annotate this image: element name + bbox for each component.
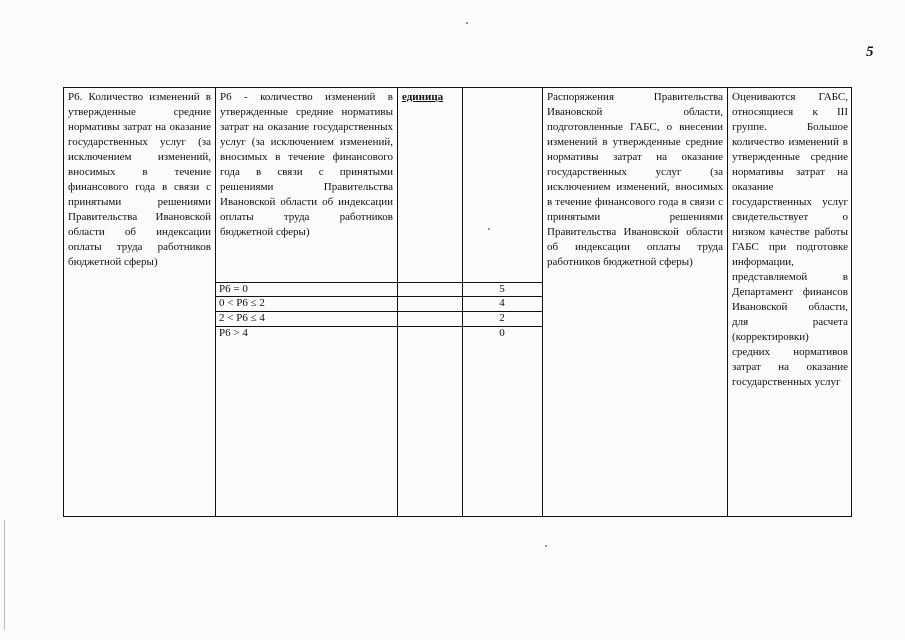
comment-cell: Оцениваются ГАБС, относящиеся к III группе. Большое количество изменений в утвержденные средние нормативы затрат на оказание государственных услуг свидетельствует о низком качестве работы ГАБС при подготовке информации, представляемой в Департамент финансов Ивановской области, для расчета (корректировки) средних нормативов затрат на оказание государственных услуг [732, 91, 848, 388]
indicator-cell: Р6. Количество изменений в утвержденные средние нормативы затрат на оказание государственных услуг (за исключением изменений, вносимых в течение финансового года в связи с принятыми решениями Правительства Ивановской области об индексации оплаты труда работников бюджетной сферы) [68, 91, 211, 268]
scan-speck [545, 545, 547, 547]
scale-score: 4 [499, 297, 505, 309]
scale-condition: 0 < Р6 ≤ 2 [219, 297, 265, 309]
scale-score: 2 [499, 312, 505, 324]
formula-cell: Р6 - количество изменений в утвержденные средние нормативы затрат на оказание государственных услуг (за исключением изменений, вносимых в течение финансового года в связи с принятыми решениями Правительства Ивановской области об индексации оплаты труда работников бюджетной сферы) [220, 91, 393, 238]
scan-margin-line [4, 520, 5, 630]
unit-cell [398, 90, 462, 105]
scale-score: 5 [499, 283, 505, 295]
scan-speck [466, 22, 468, 24]
column-divider [397, 87, 398, 517]
scale-score: 0 [499, 327, 505, 339]
source-cell: Распоряжения Правительства Ивановской области, подготовленные ГАБС, о внесении изменений в утвержденные средние нормативы затрат на оказание государственных услуг (за исключением изменений, вносимых в течение финансового года в связи с принятыми решениями Правительства Ивановской области об индексации оплаты труда работников бюджетной сферы) [547, 91, 723, 268]
unit-label: единица [402, 91, 444, 103]
scale-condition: 2 < Р6 ≤ 4 [219, 312, 265, 324]
page-number: 5 [866, 44, 874, 60]
scale-condition: Р6 = 0 [219, 283, 248, 295]
scale-condition: Р6 > 4 [219, 327, 248, 339]
